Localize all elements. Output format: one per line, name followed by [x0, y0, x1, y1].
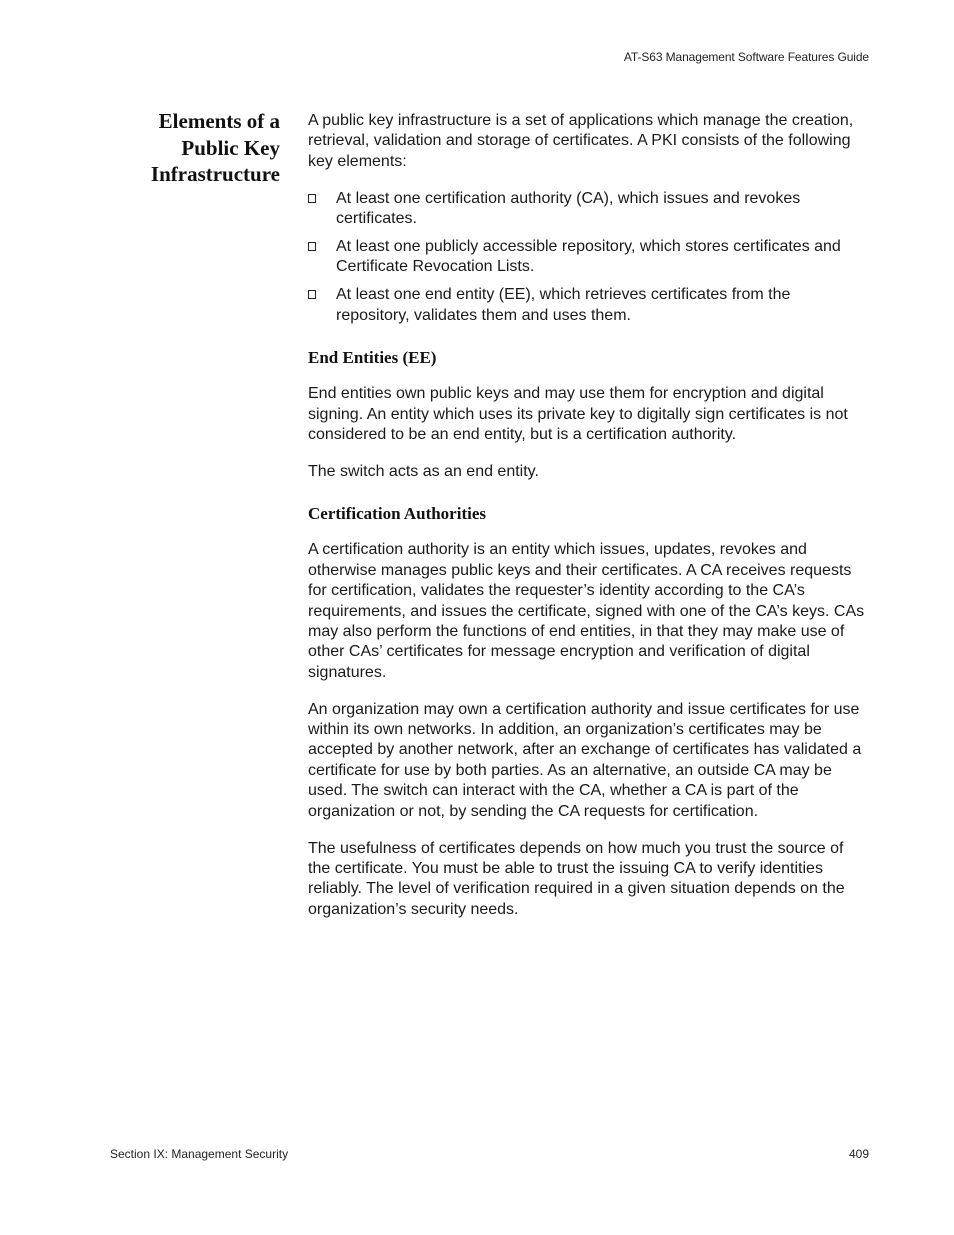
- list-item-text: At least one publicly accessible repository, which stores certificates and Certificate Revocation Lists.: [336, 238, 841, 276]
- certification-authorities-paragraph: An organization may own a certification authority and issue certificates for use within its own networks. In addition, an organization’s certificates may be accepted by another network, after an exchange of certificates has validated a certificate for use by both parties. As an alternative, an outside CA may be used. The switch can interact with the CA, whether a CA is part of the organization or not, by sending the CA requests for certification.: [308, 700, 862, 820]
- section-heading-line: Elements of a: [158, 109, 280, 133]
- end-entities-paragraph: End entities own public keys and may use them for encryption and digital signing. An entity which uses its private key to digitally sign certificates is not considered to be an end entity, but is a certification authority.: [308, 385, 848, 443]
- square-bullet-icon: [308, 194, 316, 203]
- section-heading-line: Public Key: [181, 135, 280, 160]
- square-bullet-icon: [308, 242, 316, 251]
- certification-authorities-paragraph: The usefulness of certificates depends on how much you trust the source of the certificate. You must be able to trust the issuing CA to verify identities reliably. The level of verification required in a given situation depends on the organization’s security needs.: [308, 839, 845, 918]
- key-elements-list: [308, 189, 868, 326]
- list-item: [308, 285, 868, 326]
- running-header: AT-S63 Management Software Features Guide: [623, 50, 869, 64]
- footer-section-label: Section IX: Management Security: [110, 1147, 289, 1161]
- square-bullet-icon: [308, 290, 316, 299]
- end-entities-heading: End Entities (EE): [308, 348, 437, 368]
- list-item: [308, 237, 868, 278]
- list-item-text: At least one certification authority (CA), which issues and revokes certificates.: [336, 189, 801, 228]
- section-heading-line: Infrastructure: [150, 162, 280, 186]
- end-entities-paragraph: The switch acts as an end entity.: [308, 462, 539, 480]
- certification-authorities-paragraph: A certification authority is an entity which issues, updates, revokes and otherwise manages public keys and their certificates. A CA receives requests for certification, validates the requester’s identity according to the CA’s requirements, and issues the certificate, signed with one of the CA’s keys. CAs may also perform the functions of end entities, in that they may make use of other CAs’ certificates for message encryption and verification of digital signatures.: [308, 541, 865, 681]
- body-column: [308, 111, 868, 937]
- section-heading: [100, 108, 280, 188]
- page-number: 409: [848, 1147, 869, 1161]
- intro-paragraph: A public key infrastructure is a set of applications which manage the creation, retrieval, validation and storage of certificates. A PKI consists of the following key elements:: [308, 112, 854, 170]
- list-item: [308, 189, 868, 230]
- certification-authorities-heading: Certification Authorities: [308, 504, 486, 524]
- list-item-text: At least one end entity (EE), which retrieves certificates from the repository, validates them and uses them.: [336, 286, 791, 324]
